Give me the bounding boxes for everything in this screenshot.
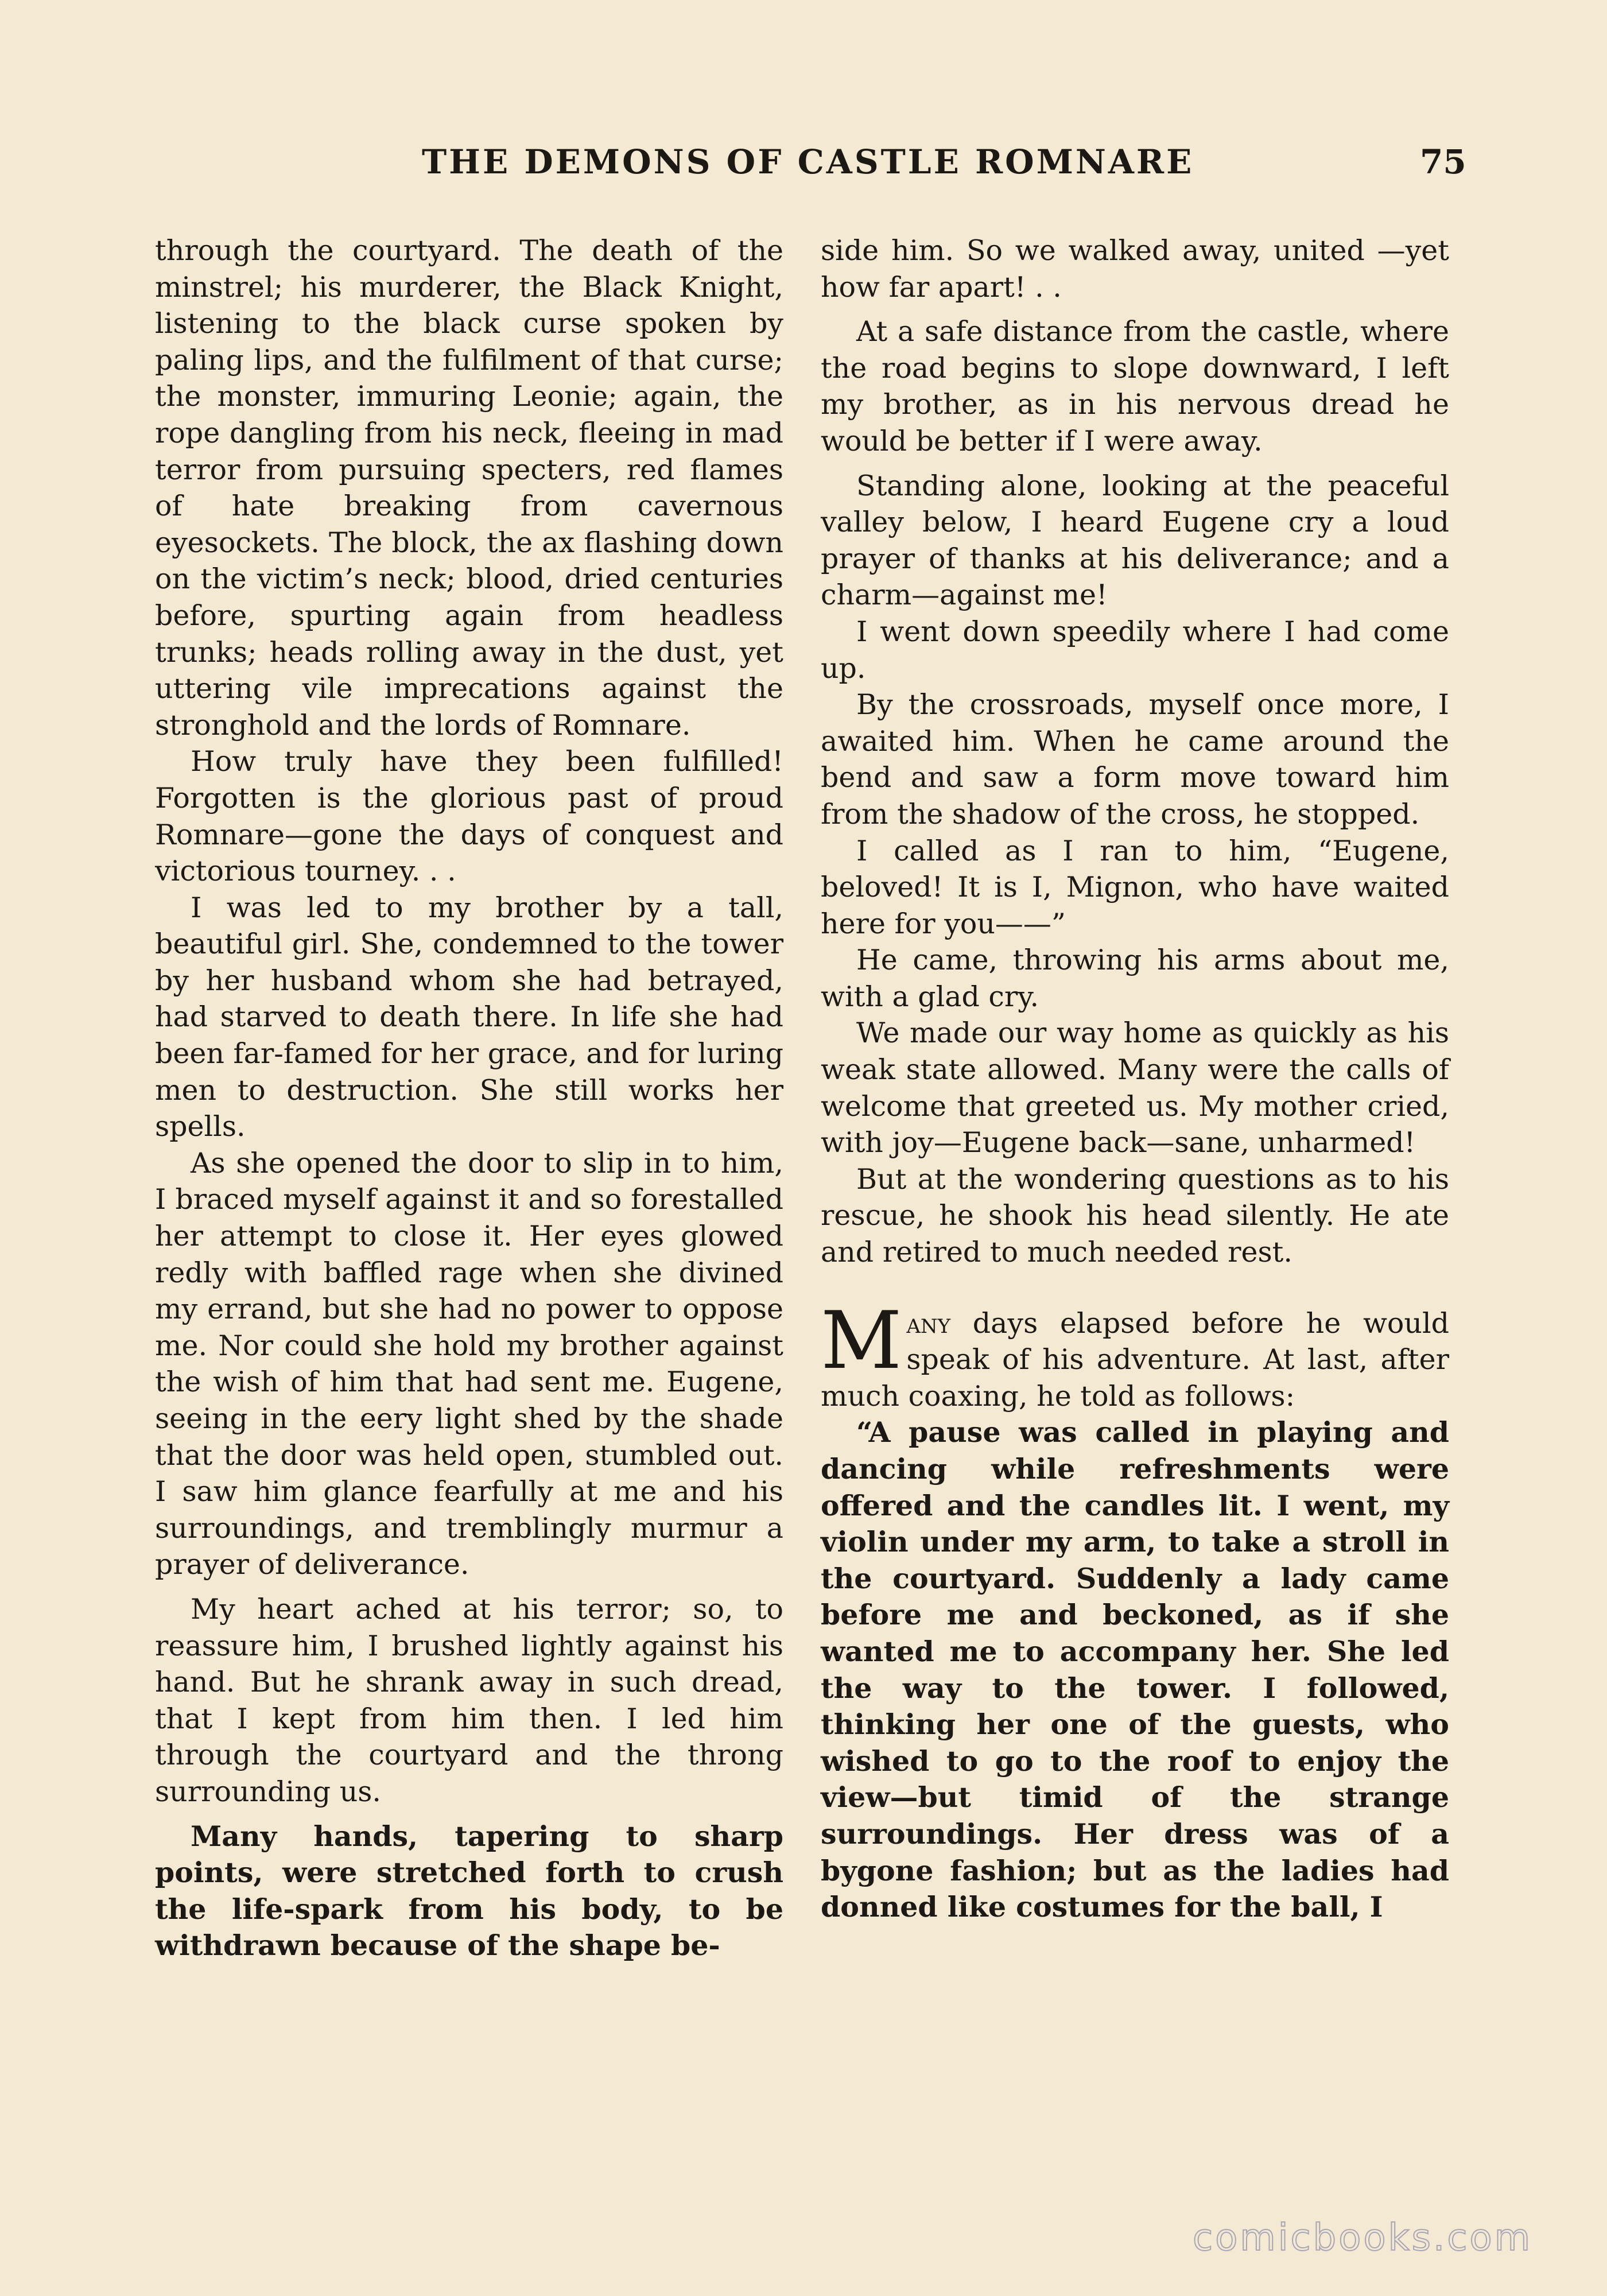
small-caps-lead: any bbox=[906, 1306, 951, 1340]
section-opening-paragraph bbox=[821, 1294, 1449, 1415]
paragraph: I was led to my brother by a tall, beautiful girl. She, condemned to the tower by her husband whom she had betrayed, had starved to death there. In life she had been far-famed for her grace, and for luring men to destruction. She still works her spells. bbox=[155, 891, 783, 1143]
quoted-paragraph: “A pause was called in playing and dancing while refreshments were offered and the candles lit. I went, my violin under my arm, to take a stroll in the courtyard. Suddenly a lady came before me and beckoned, as if she wanted me to accompany her. She led the way to the tower. I followed, thinking her one of the guests, who wished to go to the roof to enjoy the view—but timid of the strange surroundings. Her dress was of a bygone fashion; but as the ladies had donned like costumes for the ball, I bbox=[821, 1415, 1449, 1924]
paragraph: through the courtyard. The death of the minstrel; his murderer, the Black Knight, listening to the black curse spoken by paling lips, and the fulfilment of that curse; the monster, immuring Leonie; again, the rope dangling from his neck, fleeing in mad terror from pursuing specters, red flames of hate breaking from cavernous eyesockets. The block, the ax flashing down on the victim’s neck; blood, dried centuries before, spurting again from headless trunks; heads rolling away in the dust, yet uttering vile imprecations against the stronghold and the lords of Romnare. bbox=[155, 234, 783, 742]
paragraph: By the crossroads, myself once more, I awaited him. When he came around the bend and saw a form move toward him from the shadow of the cross, he stopped. bbox=[821, 688, 1449, 831]
paragraph: Standing alone, looking at the peaceful valley below, I heard Eugene cry a loud prayer of thanks at his deliverance; and a charm—against me! bbox=[821, 469, 1449, 612]
paragraph-text: days elapsed before he would speak of his adventure. At last, after much coaxing, he told as follows: bbox=[821, 1306, 1449, 1413]
paragraph: As she opened the door to slip in to him, I braced myself against it and so forestalled her attempt to close it. Her eyes glowed redly with baffled rage when she divined my errand, but she had no power to oppose me. Nor could she hold my brother against the wish of him that had sent me. Eugene, seeing in the eery light shed by the shade that the door was held open, stumbled out. I saw him glance fearfully at me and his surroundings, and tremblingly murmur a prayer of deliverance. bbox=[155, 1146, 783, 1581]
left-column bbox=[155, 232, 783, 1964]
watermark: comicbooks.com bbox=[1193, 2217, 1533, 2259]
running-title: THE DEMONS OF CASTLE ROMNARE bbox=[422, 142, 1194, 181]
paragraph: side him. So we walked away, united —yet how far apart! . . bbox=[821, 234, 1449, 304]
paragraph: But at the wondering questions as to his rescue, he shook his head silently. He ate and retired to much needed rest. bbox=[821, 1162, 1449, 1269]
paragraph: We made our way home as quickly as his weak state allowed. Many were the calls of welcome that greeted us. My mother cried, with joy—Eugene back—sane, unharmed! bbox=[821, 1017, 1449, 1159]
page-header bbox=[0, 142, 1607, 188]
paragraph: My heart ached at his terror; so, to reassure him, I brushed lightly against his hand. But he shrank away in such dread, that I kept from him then. I led him through the courtyard and the throng surrounding us. bbox=[155, 1592, 783, 1808]
paragraph: At a safe distance from the castle, where the road begins to slope downward, I left my brother, as in his nervous dread he would be better if I were away. bbox=[821, 315, 1449, 457]
paragraph: I went down speedily where I had come up. bbox=[821, 615, 1449, 685]
paragraph: How truly have they been fulfilled! Forgotten is the glorious past of proud Romnare—gone the days of conquest and victorious tourney. . . bbox=[155, 745, 783, 888]
paragraph: I called as I ran to him, “Eugene, beloved! It is I, Mignon, who have waited here for you——” bbox=[821, 834, 1449, 940]
drop-cap: M bbox=[821, 1294, 902, 1387]
paragraph: He came, throwing his arms about me, with a glad cry. bbox=[821, 944, 1449, 1013]
right-column bbox=[821, 232, 1449, 1926]
page-number: 75 bbox=[1420, 142, 1466, 181]
paragraph: Many hands, tapering to sharp points, were stretched forth to crush the life-spark from his body, to be withdrawn because of the shape be- bbox=[155, 1819, 783, 1963]
